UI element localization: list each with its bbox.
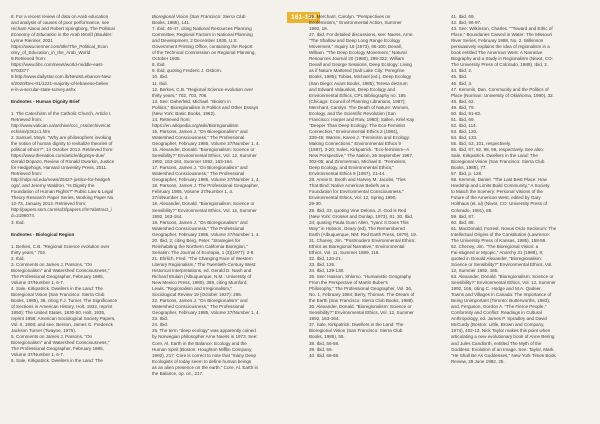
endnote-line: "The Shallow and Deep Long Range Ecology [309,38,401,44]
endnote-line: Sensibility?" Environmental Ethics, Vol. 12, Summer [152,207,257,213]
endnote-line: 58. Kemmis, Daniel. "The Last Best Place: How [451,177,547,183]
endnote-line: From the Perspective of Martin Buber's [309,280,388,286]
endnote-line: the Balance, op. cit., 217. [152,370,204,376]
endnote-line: 3. Ibid. [11,219,25,225]
endnote-line: Volume 37/Number 1, 6-7. [11,279,65,285]
page-number-badge: 161-162 [287,12,320,23]
endnote-line: 3. Comments on James J. Parsons, "On [11,261,93,267]
endnote-line: 50. Ibid, 81-82. [451,110,482,116]
endnote-line: Conformity and Conflict: Readings in Cultural [451,310,542,316]
endnote-line: and, Ferguson, Gordon A. "The Fierce People," [451,304,547,310]
endnote-line: the notion of human dignity to revitalize theories of [11,140,113,146]
endnote-line: 29-30. [309,201,322,207]
endnote-line: Jackson Turner (Twayne, 1975). [11,328,77,334]
endnote-line: Bioregional Vision (San Francisco: Sierra Club [451,159,545,165]
endnotes-column-3 [309,14,441,418]
endnote-line: 1992, 163-164, Summer 1992, 163-164. [152,159,234,165]
endnote-line: and Development, 2 December 1935, U.S. [152,38,238,44]
endnote-line: 15. Parsons, James J. "On Bioregionalism" and [152,128,248,134]
section-heading: Endnotes - Human Dignity Brief [11,98,80,104]
endnote-line: 37/4/Number 1, 4. [152,195,189,201]
endnote-line: (Chicago: Council of Planning Librarians, 1987); [309,98,406,104]
endnote-line: Geographer, February 1985, Volume 37/Number 1, 4. [152,140,260,146]
endnote-line: https://en.wikipedia.org/wiki/Bioregionalism [152,122,239,128]
endnote-line: 1. The Catechism of the Catholic Church, Article I. [11,110,112,116]
endnote-line: 1974), 402-13. Nick Taylor makes this point when [451,328,551,334]
endnote-line: d=2196074. [11,213,36,219]
endnote-line: 26. Merchant, Carolyn. "Perspectives on [309,14,391,19]
endnote-line: Holthaus (et. al) (Niwot, CO: University Press of [451,201,548,207]
endnote-line: Watershed Consciousness," The Professional [152,225,245,231]
endnote-line: 27. Ibid. For detailed discussions, see: Naess, Arne. [309,32,414,38]
endnote-line: reprint 1958; American Sociological Society Papers, [11,316,116,322]
endnote-line: 12, Summer 1992, 165. [451,267,499,273]
endnote-line: Goddess: Evolution of an Image. See: Taylor, Mark. [451,346,555,352]
endnote-line: New Mexico Press, 1989), 389, citing Mumford, [152,280,248,286]
endnote-line: The University Press of Colorado, 1989), Ibid, 2. [451,62,549,68]
endnote-line: 49. Ibid, 79. [451,104,475,110]
endnote-line: Environmental Ethics, CPL Bibliography no. 185 [309,92,406,98]
endnote-line: Ethics, Vol. 11, Summer 1989, 118. [309,249,380,255]
endnote-line: 1. Berkes, C.B. "Regional Science evolution over [11,243,110,249]
endnote-line: 1992, 18. [309,26,328,32]
endnote-line: Human Spirit (Boston: Houghton Mifflin Company, [152,346,253,352]
endnotes-column-1 [11,14,144,418]
endnote-line: the Earth (San Francisco: Sierra Club Books, 1988). [309,298,414,304]
endnote-line: Philosophy," The Professional Geographer, Vol. 36, [309,286,413,292]
endnote-line: The Professional Geographer, February 1985, [11,346,104,352]
endnote-line: 1992, 163-164. [309,316,340,322]
endnote-line: 14. Retrieved from: [152,116,191,122]
endnote-line: 63. Alexander, Donald. "Bioregionalism: Science or [451,274,554,280]
endnote-line: 9. Ibid, quoting Frederic J. Osborn. [152,68,223,74]
endnote-line: political ethics?", 14 October 2013. Retrieved from: [11,146,114,152]
endnote-line: 2. Samuel, Moyn. "Why are philosophers invoking [11,134,112,140]
endnote-line: Foundation for Environmental Consciousness," [309,189,404,195]
endnote-line: 339-45; Warren, Karen J. "Feminism and Ecology: [309,134,411,140]
endnote-line: Historical Interpretations, ed. Gerald D. Nash and [152,267,252,273]
endnote-line: 53. Ibid, 120. [451,128,478,134]
endnote-line: Gerald Dopazo, Review of Ronald Dworkin, Justice [11,159,115,165]
endnote-line: McCurdy (Boston: Little, Brown and Company, [451,322,545,328]
endnote-line: Merchant, Carolyn. The Death of Nature: Women, [309,104,410,110]
endnote-line: and analysis of causes of poor performance, see [11,20,110,26]
endnote-line: No. 1, February 1984; Berry, Thomas. The Dream of [309,292,415,298]
endnote-line: http://papers.ssrn.com/sol3/papers.cfm?abstract_i [11,207,112,213]
endnote-line: Ecologists of today seem to define human beings [152,358,252,364]
endnote-line: "He Shall Be As Goddesses," New York Times Book [451,352,556,358]
endnote-line: 7. Ibid, 46-47, citing National Resources Planning [152,26,252,32]
endnote-line: Future of the American West, edited by Gary [451,195,541,201]
endnote-line: https://www.bbc.com/news/world-middle-east- [11,62,104,68]
endnote-line: 31. Chaney, Jim. "Postmodern Environmental Ethics: [309,237,416,243]
endnote-line: by Norwegian philosopher Arne Naess in 1973. See: [152,334,258,340]
endnote-line: Books, 1985), 38, citing F.J. Turner, The Significance [11,298,118,304]
endnote-line: 37. Sale, Kirkpatrick. Dwellers in the Land: The [309,322,404,328]
endnote-line: 55. Ibid, 53, 101, respectively. [451,140,512,146]
endnote-line: for Hedgehogs, Harvard University Press, 2011. [11,165,108,171]
endnote-line: 35. See: Hasson, Shlomo. "Humanistic Geography [309,274,412,280]
endnote-line: William. "The Deep Ecology Movement," Natural [309,50,407,56]
endnote-line: 9.Retrieved from: [11,56,46,62]
endnote-line: 13. See: Daherfeld, Michael. "Bioism in [152,98,231,104]
endnote-line: Foundation of Human Rights?" Public Law & Legal [11,189,114,195]
endnote-line: Making Connections," Environmental Ethics 9 [309,140,401,146]
endnote-line: as if Nature Mattered (Salt Lake City: Peregrine [309,68,405,74]
endnote-line: 18. Alexander, Donald. "Bioregionalism: Science or [152,201,255,207]
endnotes-column-2 [152,14,280,418]
endnote-line: 16. Alexander, Donald. "Bioregionalism: Science or [152,147,255,153]
endnote-line: of Sections in American History, Holt, 1932, reprint [11,304,113,310]
endnote-line: Science or Sensibility?" Environmental Ethics, Vol. [451,261,553,267]
endnote-line: 47. Kemmis, Dan. Community and the Politics of [451,86,549,92]
endnote-line: 52. Ibid, 114. [451,122,477,128]
endnote-line: Lewis. "Regionalism and Irregionalism," [152,286,232,292]
endnote-line: Books, 1985), 55. [309,334,345,340]
endnote-line: Watershed Consciousness," The Professional [152,171,245,177]
endnote-line: 2. Ibid. [11,255,25,261]
endnote-line: 39. Ibid, 59. [309,346,333,352]
endnote-line: 60. Ibid, 88. [451,219,475,225]
endnote-line: 4. Sale, Kirkpatrick. Dwellers in the Land: The [11,285,103,291]
endnote-line: Richard Etulain (Albuquerque, N.M.: University of [152,274,252,280]
endnote-line: 57. Ibid, p. 128. [451,171,483,177]
endnote-line: omy_of_Education_in_the_Arab_World [11,50,91,56]
endnotes-column-4 [451,14,588,418]
endnote-line: https://www.rienner.com/title/The_Political_Econ [11,44,108,50]
endnote-line: 12-73, January 2013. Retrieved from: [11,201,87,207]
endnote-line: 61. MacDonald, Forrest. Novus Ordo Seclorum: The [451,225,557,231]
endnote-line: Books, 1985); Tobias, Michael (ed.), Deep Ecology [309,74,412,80]
endnote-line: Place (Norman: University of Oklahoma, 1990), 32. [451,92,554,98]
endnote-line: 8. For a recent review of data on Arab education [11,14,109,19]
endnote-line: (New York: Basic Books, 1962). [152,110,216,116]
endnote-line: 38. Ibid, 56-58. [309,340,340,346]
endnote-line: 28. Annie E. Booth and Harvey M. Jacobs, "Ties [309,177,406,183]
endnote-line: Environmental Ethics 9 (1987), 21-44. [309,171,386,177]
endnote-line: Retrieved from: [11,116,43,122]
endnote-line: Seriatim: The Journal of Ecotopia, 1 (3)(1977): 2-8. [152,249,255,255]
endnote-line: Reinhabiting the Northern California Bioregion," [152,243,248,249]
endnote-line: February 1985, Volume 37/Number 1, 4. [152,189,234,195]
endnote-line: Ecofeminism," Environmental Action, Summer [309,20,402,26]
endnote-line: as an alien presence on the earth." Core, Al. Earth in [152,364,259,370]
endnote-line: book entitled The American West: A Narrative [451,50,543,56]
endnote-line: 6. Sale, Kirkpatrick. Dwellers in the Land: The [11,358,103,364]
endnote-line: 36. Alexander, Donald. "Bioregionalism: Science or [309,304,412,310]
endnote-line: Earth (Albuquerque, NM: Red Earth Press, 1979), 19. [309,231,418,237]
endnote-line: Sensibility?" Environmental Ethics, Vol. 12, Summer [152,153,257,159]
endnote-line: Bioregional Vision (San Francisco: Sierra Club [152,14,246,19]
endnote-line: 1950); The United States, 1830-50, Holt, 1935, [11,310,106,316]
endnote-line: Watershed Consciousness," The Professional [152,304,245,310]
endnote-line: Sensibility?" Environmental Ethics, Vol. 12, Summer [309,310,414,316]
endnote-line: Core, Al. Earth in the Balance: Ecology and the [152,340,247,346]
endnote-line: Ecology, and the Scientific Revolution (San [309,110,396,116]
endnote-line: 54. Ibid, 133. [451,134,478,140]
endnote-line: Resources Journal 20 (1980), 299-322; William [309,56,405,62]
endnote-line: River Series, February 1988, No. 2. Wilkinson [451,38,544,44]
endnote-line: 8. Ibid. [152,62,166,68]
endnote-line: 21. Ehrlich, Fred. "The Changing Face of Western [152,255,253,261]
endnote-line: That Bind: Native American Beliefs as a [309,183,389,189]
endnote-line: and Edward Valauskas, Deep Ecology and [309,86,395,92]
endnote-line: 62. Cheney, Jim. "The Bioregional Vision: a [451,243,539,249]
endnote-line: 51. Ibid, 69. [451,116,475,122]
endnote-line: 20. Ibid, 2; citing Berg, Peter. "Strategies for [152,237,241,243]
endnote-line: (New York: Grosset and Dunlap, 1973), 81, 30. Ibid, [309,213,414,219]
endnote-line: 29. Ibid, 33, quoting Vine Deloria, Jr. God is Red [309,207,407,213]
endnote-line: 59. Ibid, 87. [451,213,475,219]
endnote-line: Sale, Kirkpatrick. Dwellers in the Land: The [451,153,538,159]
endnote-line: Fai-ssigned or Myopic," Anarchy 31 (1988), 9; [451,249,544,255]
endnote-line: 25. The term "deep ecology" was apparently coined [152,328,256,334]
endnote-line: 41. Ibid, 69. [451,14,475,19]
endnote-line: ogs/, and Jeremy Waldron, "Is Dignity the [11,183,95,189]
endnote-line: to Match the Scenery: Personal Visions of the [451,189,543,195]
endnote-line: October 1935. [152,56,181,62]
endnote-line: 34; quoting Paula Gunn Allen, "Iyani: It Goes This [309,219,409,225]
endnote-line: Lynne Rienner, 2021 [11,38,53,44]
endnote-line: echism/p3s1c1.htm [11,128,51,134]
endnote-line: Being Unimportant (Toronto: Butterworths, 1983), [451,298,551,304]
endnote-line: 40. Ibid, 68-69. [309,352,340,358]
endnote-line: Theory Research Paper Series, Working Paper No. [11,195,115,201]
endnote-line: 48. Ibid, 62. [451,98,475,104]
endnote-line: 1992), 217. Core is correct to note that "many Deep [152,352,257,358]
endnote-line: Sociological Review 19 (October 1927): 285. [152,292,243,298]
endnote-line: http://ndpr.nd.edu/news/25427-justice-for-hedgeh [11,177,111,183]
endnote-line: 43. See: Wilkinson, Charles. ""Toward and Ethic of [451,26,553,32]
endnote-line: Vol. II, 1908; and see, Benton, James G. Frederick [11,322,113,328]
endnote-line: 1992, 163-164. [152,213,183,219]
endnote-line: (1987), 3-20; Sales, Kirkpatrick. "Eco-feminism--A [309,147,410,153]
endnote-line: New Perspective," The Nation, 26 September 1987, [309,153,414,159]
endnote-line: 46. Ibid, 3. [451,80,473,86]
endnote-line: 17. Parsons, James J. "On Bioregionalism" and [152,165,248,171]
endnote-line: Hardship and Limits Build Community," A Society [451,183,550,189]
endnote-line: Ethics as Bioregional Narrative," Environmental [309,243,405,249]
endnote-line: Bioregional Vision (San Francisco: Sierra Club [11,291,105,297]
endnote-line: Connection," Environmental Ethics 2 (1984), [309,128,399,134]
endnote-line: 23. Ibid. [152,316,169,322]
endnote-line: 11. Ibid. [152,80,168,86]
endnote-line: 24. Ibid. [152,322,169,328]
endnote-line: Literary Regionalism," The Twentieth-Century West: [152,261,257,267]
endnote-line: and Jules Candlorth, entitled The Myth of the [451,340,542,346]
endnote-line: Bioregional Vision (San Francisco: Sierra Club [309,328,403,334]
endnote-line: 10. Ibid. [152,74,169,80]
endnote-line: thirty years," 702. [11,249,47,255]
endnote-line: 32. Ibid, 120-21. [309,255,342,261]
endnote-line: 19. Parsons, James J. "On Bioregionalism" and [152,219,248,225]
endnote-line: 5. Comments on James J. Parsons, "On [11,334,93,340]
endnote-line: 22. Parsons, James J. "On Bioregionalism" and [152,298,248,304]
endnote-line: 56. Ibid, 87, 92, 98, 99, respectively. See also: [451,147,544,153]
endnote-line: Books, 1985), 141. [152,20,191,26]
endnote-line: e-in-a-secular-state-survey.ashx [11,86,76,92]
endnote-line: Movement," Inquiry 16 (1973), 95-100; Devall, [309,44,402,50]
endnote-line: 9.http://www.dailystar.com.lb/News/Lebanon-New [11,74,111,80]
endnote-line: Devall and George Sessions, Deep Ecology: Living [309,62,412,68]
endnote-line: Economy of Education in the Arab World (Boulder: [11,32,113,38]
endnote-line: quoted in Donald Alexander, "Bioregionalism: [451,255,542,261]
endnote-line: Bioregionalism" and Watershed Consciousness," [11,340,110,346]
endnote-line: Biography and a Study in Regionalism (Niwot, CO: [451,56,553,62]
endnote-line: 18. Parsons, James J. The Professional Geographer, [152,183,259,189]
endnote-line: Committee, Regional Factors in National Planning [152,32,253,38]
endnote-line: persuasively explains the idea of regionalism in a [451,44,550,50]
endnote-line: 302-05; and Zimmerman, Michael E. "Feminism, [309,159,407,165]
endnote-line: Deep Ecology, and Environmental Ethics," [309,165,395,171]
endnote-line: (San Diego: Avant Books, 1985); Teresa deGrum [309,80,408,86]
endnote-line: 34. Ibid, 129-130. [309,267,345,273]
endnote-line: articulating a new evolutionary book of Anne Bering [451,334,555,340]
endnote-line: 45. Ibid. [451,74,468,80]
endnote-line: Government Printing Office, containing the Report [152,44,253,50]
endnote-line: of the Technical Commission on Regional Planning, [152,50,256,56]
endnote-line: Anthropology, ed. James P. Spradley and David [451,316,547,322]
endnote-line: Review, 29 June 1992, 25. [451,358,505,364]
endnote-line: The University Press of Kansas, 1985), 158-59. [451,237,547,243]
endnote-line: Towns and Villages in Canada: The Importance of [451,292,552,298]
endnote-line: 44. Ibid, 2. [451,68,473,74]
endnote-line: Bioregionalism" and Watershed Consciousness," [11,267,110,273]
endnote-line: Geographer, February 1985, Volume 37/Number 1, 4. [152,177,260,183]
endnote-line: 12. Berkes, C.B. "Regional Science evolution over [152,86,254,92]
endnote-line: Intellectual Origins of the Constitution (Lawrence: [451,231,551,237]
endnote-line: 42. Ibid, 96-97. [451,20,482,26]
endnote-line: s/2020/Dec-01/1221-majority-of-lebanese-believ [11,80,109,86]
endnote-line: Geographer, February 1985, Volume 37/Number 1, 4. [152,310,260,316]
endnote-line: Politics," Bioregionalism in Politics and Other Essays [152,104,259,110]
endnote-line: Colorado, 1991), 86. [451,207,493,213]
endnote-line: 33. Ibid, 126. [309,261,336,267]
endnote-line: Way" in Hobson, Geary (ed), The Remembered [309,225,405,231]
endnote-line: thirty years," 702, 703, 706. [152,92,208,98]
endnote-line: http://www.vatican.va/archive/ccc_css/archive/cat [11,122,111,128]
endnote-line: 6703377 [11,68,29,74]
endnote-line: "Deeper Than Deep Ecology: The Eco-Feminist [309,122,405,128]
endnote-line: Volume 37/Number 1, 6-7. [11,352,65,358]
endnote-line: Watershed Consciousness," The Professional [152,134,245,140]
endnote-line: The Professional Geographer, February 1985, [11,273,104,279]
section-heading: Endnotes - Biological Region [11,231,75,237]
endnote-line: Retrieved from: [11,171,43,177]
endnote-line: https://www.thenation.com/article/dignitys-due/ [11,152,105,158]
endnote-line: Geographer, February 1985, Volume 37/Number 1, 4. [152,231,260,237]
endnote-line: Francisco: Harper and Row, 1980); Sallen, Kriel Kay [309,116,415,122]
endnote-line: Environmental Ethics, Vol. 12, Spring 1990, [309,195,397,201]
endnote-line: Hicham Alaoui and Robert Springborg, The Political [11,26,115,32]
endnote-line: Sensibility?" Environmental Ethics, Vol. 12, Summer [451,280,556,286]
endnote-line: 1992, 166, citing C. Hodge and M.A. Qadeer, [451,286,542,292]
endnote-line: Place," Boundaries Carved in Water: The Missouri [451,32,553,38]
endnote-line: Books, 1985), 77. [451,165,487,171]
